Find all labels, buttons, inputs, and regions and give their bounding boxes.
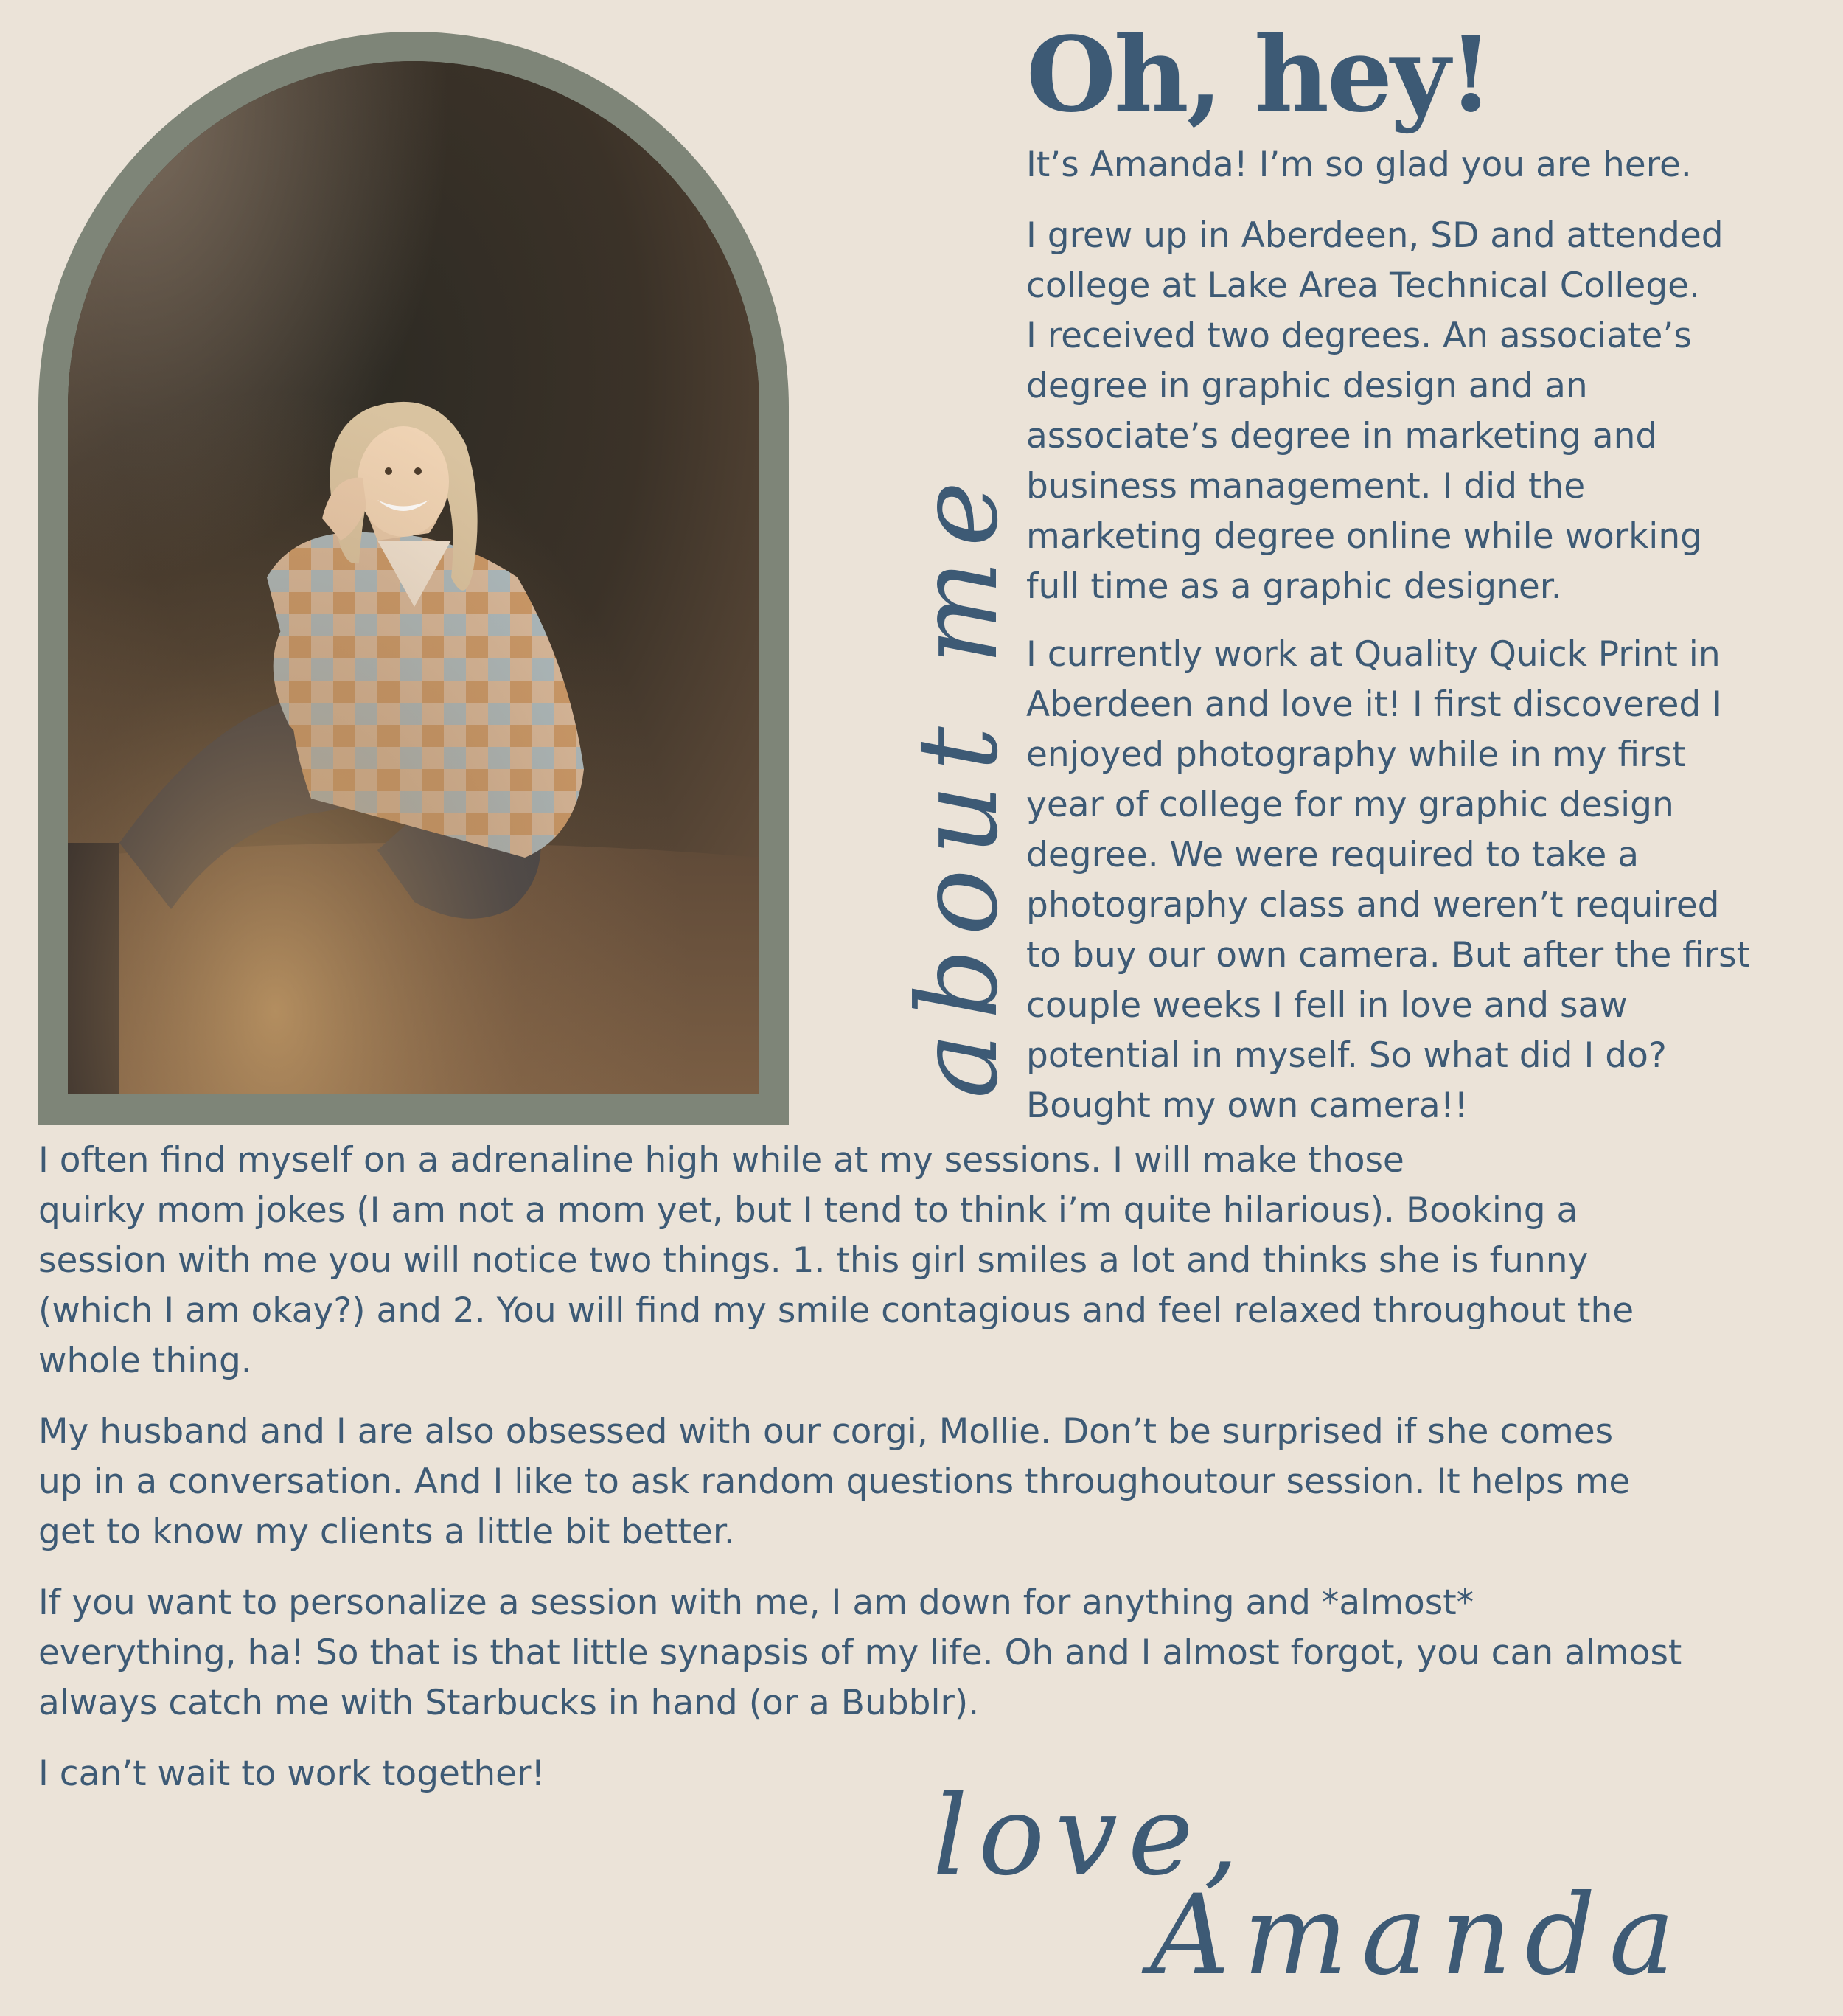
signature-name: Amanda — [1150, 1871, 1689, 2000]
corgi-paragraph — [38, 1407, 1630, 1557]
work-paragraph — [1026, 630, 1750, 1131]
sessions-line: quirky mom jokes (I am not a mom yet, but I tend to think i’m quite hilarious). Booking a — [38, 1190, 1578, 1231]
work-line: degree. We were required to take a — [1026, 835, 1640, 875]
signature-love: love, — [933, 1772, 1250, 1900]
personalize-line: If you want to personalize a session with me, I am down for anything and *almost* — [38, 1582, 1474, 1623]
closing-paragraph — [38, 1749, 545, 1799]
personalize-line: always catch me with Starbucks in hand (or a Bubblr). — [38, 1683, 980, 1723]
bio-line: marketing degree online while working — [1026, 516, 1702, 557]
corgi-line: get to know my clients a little bit better. — [38, 1512, 735, 1552]
sessions-line: I often find myself on a adrenaline high while at my sessions. I will make those — [38, 1140, 1404, 1181]
personalize-line: everything, ha! So that is that little synapsis of my life. Oh and I almost forgot, you can almost — [38, 1633, 1682, 1673]
work-line: Aberdeen and love it! I first discovered I — [1026, 684, 1723, 725]
bio-line: college at Lake Area Technical College. — [1026, 265, 1701, 306]
corgi-line: up in a conversation. And I like to ask random questions throughoutour session. It helps me — [38, 1461, 1631, 1502]
portrait-photo — [68, 61, 759, 1094]
bio-line: business management. I did the — [1026, 466, 1586, 507]
sessions-line: (which I am okay?) and 2. You will find my smile contagious and feel relaxed throughout the — [38, 1290, 1634, 1331]
greeting-heading: Oh, hey! — [1026, 15, 1491, 136]
work-line: potential in myself. So what did I do? — [1026, 1035, 1667, 1076]
bio-line: I received two degrees. An associate’s — [1026, 316, 1692, 356]
bio-line: associate’s degree in marketing and — [1026, 416, 1658, 456]
work-line: couple weeks I fell in love and saw — [1026, 985, 1628, 1026]
bio-line: full time as a graphic designer. — [1026, 566, 1562, 607]
sessions-line: whole thing. — [38, 1341, 252, 1381]
work-line: Bought my own camera!! — [1026, 1085, 1469, 1126]
personalize-paragraph — [38, 1578, 1682, 1728]
work-line: enjoyed photography while in my first — [1026, 734, 1686, 775]
portrait-photo-illustration — [68, 61, 759, 1094]
bio-paragraph — [1026, 211, 1724, 612]
sessions-paragraph — [38, 1136, 1634, 1386]
sessions-line: session with me you will notice two things. 1. this girl smiles a lot and thinks she is funny — [38, 1240, 1589, 1281]
intro-paragraph — [1026, 140, 1692, 190]
about-me-heading: about me — [894, 467, 1022, 1099]
bio-line: degree in graphic design and an — [1026, 366, 1588, 406]
closing-line: I can’t wait to work together! — [38, 1753, 546, 1794]
work-line: photography class and weren’t required — [1026, 885, 1720, 925]
bio-line: I grew up in Aberdeen, SD and attended — [1026, 215, 1724, 256]
intro-line: It’s Amanda! I’m so glad you are here. — [1026, 145, 1692, 185]
work-line: year of college for my graphic design — [1026, 785, 1674, 825]
work-line: to buy our own camera. But after the first — [1026, 935, 1751, 976]
work-line: I currently work at Quality Quick Print in — [1026, 634, 1721, 675]
corgi-line: My husband and I are also obsessed with our corgi, Mollie. Don’t be surprised if she comes — [38, 1411, 1614, 1452]
